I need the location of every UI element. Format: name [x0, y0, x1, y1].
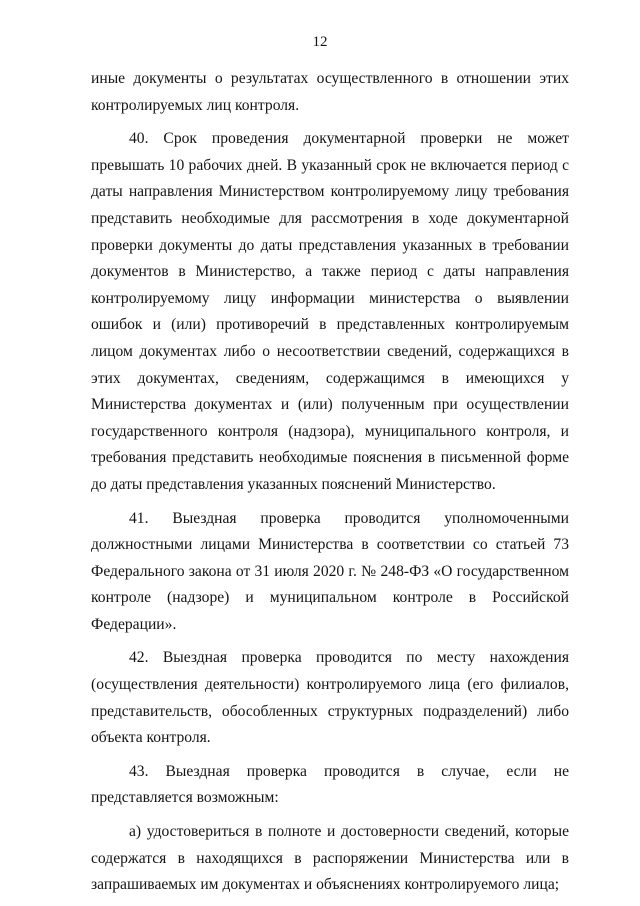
document-body	[91, 66, 569, 906]
paragraph-continuation: иные документы о результатах осуществленного в отношении этих контролируемых лиц контроля.	[91, 70, 569, 114]
paragraph-41: 41. Выездная проверка проводится уполномоченными должностными лицами Министерства в соответствии со статьей 73 Федерального закона от 31 июля 2020 г. № 248-ФЗ «О государственном контроле (надзоре) и муниципальном контроле в Российской Федерации».	[91, 509, 569, 633]
paragraph-43: 43. Выездная проверка проводится в случае, если не представляется возможным:	[91, 762, 569, 807]
paragraph-40: 40. Срок проведения документарной проверки не может превышать 10 рабочих дней. В указанный срок не включается период с даты направления Министерством контролируемому лицу требования представить необходимые для рассмотрения в ходе документарной проверки документы до даты представления указанных в требовании документов в Министерство, а также период с даты направления контролируемому лицу информации министерства о выявлении ошибок и (или) противоречий в представленных контролируемым лицом документах либо о несоответствии сведений, содержащихся в этих документах, сведениям, содержащимся в имеющихся у Министерства документах и (или) полученным при осуществлении государственного контроля (надзора), муниципального контроля, и требования представить необходимые пояснения в письменной форме до даты представления указанных пояснений Министерство.	[91, 130, 569, 493]
page-number: 12	[312, 34, 328, 50]
paragraph-42: 42. Выездная проверка проводится по месту нахождения (осуществления деятельности) контролируемого лица (его филиалов, представительств, обособленных структурных подразделений) либо объекта контроля.	[91, 649, 569, 747]
paragraph-43a: а) удостовериться в полноте и достоверности сведений, которые содержатся в находящихся в распоряжении Министерства или в запрашиваемых им документах и объяснениях контролируемого лица;	[91, 823, 569, 894]
